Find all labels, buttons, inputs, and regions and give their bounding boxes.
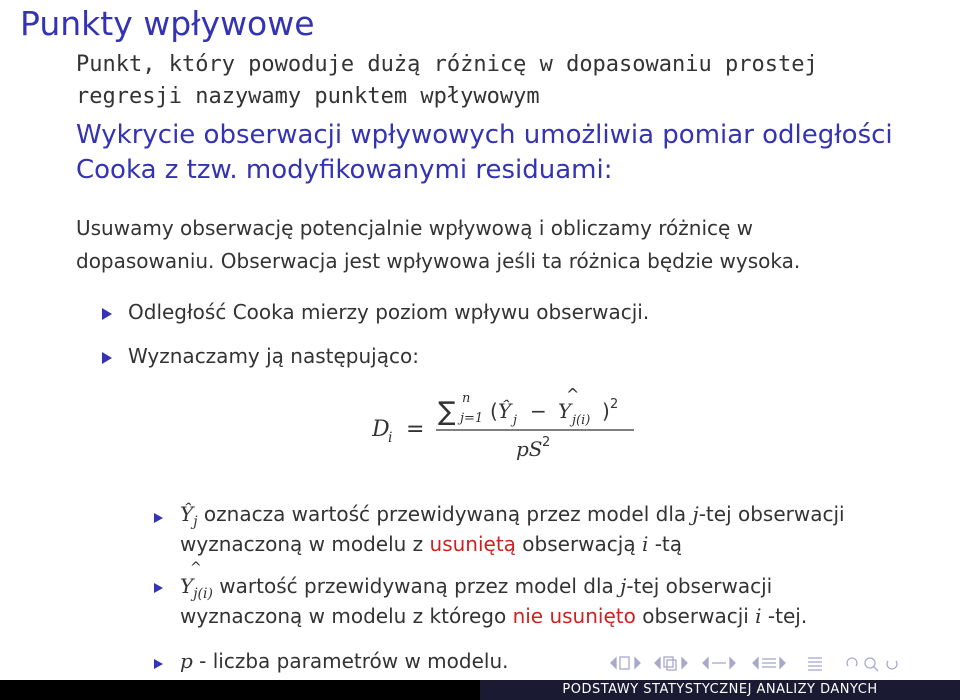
sub-bullet-yji-line-2: [180, 604, 807, 628]
yhat-var-i: i: [641, 532, 649, 556]
nav-prev-subsection-icon[interactable]: [655, 657, 687, 670]
formula-close-paren: ): [602, 399, 610, 423]
sub-bullet-yhat-line-2: [180, 532, 682, 556]
yji-sub: j(i): [193, 586, 213, 602]
sub-bullet-arrow-icon: [154, 513, 163, 523]
formula-sum-lower: j=1: [460, 411, 484, 426]
sub-bullet-yji-line-1: [180, 560, 773, 602]
formula-power: 2: [610, 397, 619, 412]
yji-line2-red: nie usunięto: [512, 604, 636, 628]
formula-minus: −: [530, 399, 547, 423]
bullet-arrow-icon: [102, 308, 112, 320]
formula-wide-hat: ^: [566, 385, 580, 404]
yhat-text-b: -tej obserwacji: [698, 502, 845, 526]
yji-symbol-group: [180, 560, 213, 602]
yji-var-i: i: [755, 604, 762, 628]
yji-text-a: wartość przewidywaną przez model dla: [212, 574, 621, 598]
cook-intro: [76, 118, 936, 188]
formula-sum: ∑: [438, 397, 456, 427]
procedure-line-1: Usuwamy obserwację potencjalnie wpływową i obliczamy różnicę w: [76, 216, 754, 240]
yhat-text-a: oznacza wartość przewidywaną przez model dla: [197, 502, 693, 526]
formula-yhat-sub: j: [513, 413, 518, 428]
footer-course-title: PODSTAWY STATYSTYCZNEJ ANALIZY DANYCH: [480, 680, 960, 700]
bullet-arrow-icon: [102, 352, 112, 364]
footer-left: [0, 680, 480, 700]
p-text: - liczba parametrów w modelu.: [192, 649, 509, 673]
slide-title: Punkty wpływowe: [20, 4, 315, 43]
procedure-line-2: dopasowaniu. Obserwacja jest wpływowa jeśli ta różnica będzie wysoka.: [76, 249, 801, 273]
yji-var-j: j: [620, 574, 627, 598]
bullet-determine: Wyznaczamy ją następująco:: [128, 344, 419, 368]
cook-intro-line-1: Wykrycie obserwacji wpływowych umożliwia pomiar odległości: [76, 120, 893, 150]
yji-line2-a: wyznaczoną w modelu z którego: [180, 604, 513, 628]
definition-line-2: regresji nazywamy punktem wpływowym: [76, 84, 540, 109]
yji-symbol: Y: [180, 574, 194, 598]
yji-hat: ^: [190, 560, 202, 576]
nav-prev-section-icon[interactable]: [703, 658, 735, 668]
p-var: p: [180, 649, 193, 673]
sub-bullet-yhat-line-1: [180, 502, 845, 530]
yhat-symbol: Ŷ: [180, 502, 194, 526]
formula-lhs-sub: i: [388, 430, 393, 446]
formula-sum-upper: n: [462, 391, 471, 406]
definition-line-1: Punkt, który powoduje dużą różnicę w dopasowaniu prostej: [76, 52, 818, 77]
yji-line2-b: obserwacji: [635, 604, 756, 628]
sub-bullet-p: [180, 649, 508, 673]
nav-align-icon[interactable]: [808, 658, 822, 670]
yhat-var-j: j: [692, 502, 699, 526]
yhat-line2-red: usuniętą: [429, 532, 516, 556]
formula-yhat: Ŷ: [498, 399, 512, 423]
formula-denominator: pS: [516, 437, 543, 461]
formula-denominator-power: 2: [542, 435, 551, 450]
formula-equals: =: [406, 417, 425, 442]
footer: [0, 680, 960, 700]
formula-y: Y: [558, 399, 572, 423]
nav-search-icon[interactable]: [847, 658, 897, 671]
beamer-navigation: [608, 652, 954, 674]
cook-distance-formula: [372, 384, 652, 464]
yhat-sub: j: [193, 514, 198, 530]
formula-lhs: D: [372, 417, 390, 442]
yhat-line2-c: -tą: [648, 532, 683, 556]
formula-y-sub: j(i): [572, 413, 591, 428]
nav-prev-frame-icon[interactable]: [611, 657, 640, 669]
yhat-line2-a: wyznaczoną w modelu z: [180, 532, 430, 556]
sub-bullet-arrow-icon: [154, 659, 163, 669]
bullet-cook-measure: Odległość Cooka mierzy poziom wpływu obserwacji.: [128, 300, 650, 324]
sub-bullet-arrow-icon: [154, 583, 163, 593]
cook-intro-line-2: Cooka z tzw. modyfikowanymi residuami:: [76, 155, 613, 185]
yji-text-b: -tej obserwacji: [626, 574, 773, 598]
yhat-line2-b: obserwacją: [515, 532, 642, 556]
yji-line2-c: -tej.: [761, 604, 808, 628]
procedure-paragraph: [76, 212, 936, 278]
formula-open-paren: (: [490, 399, 498, 423]
nav-next-section-icon[interactable]: [753, 658, 785, 668]
